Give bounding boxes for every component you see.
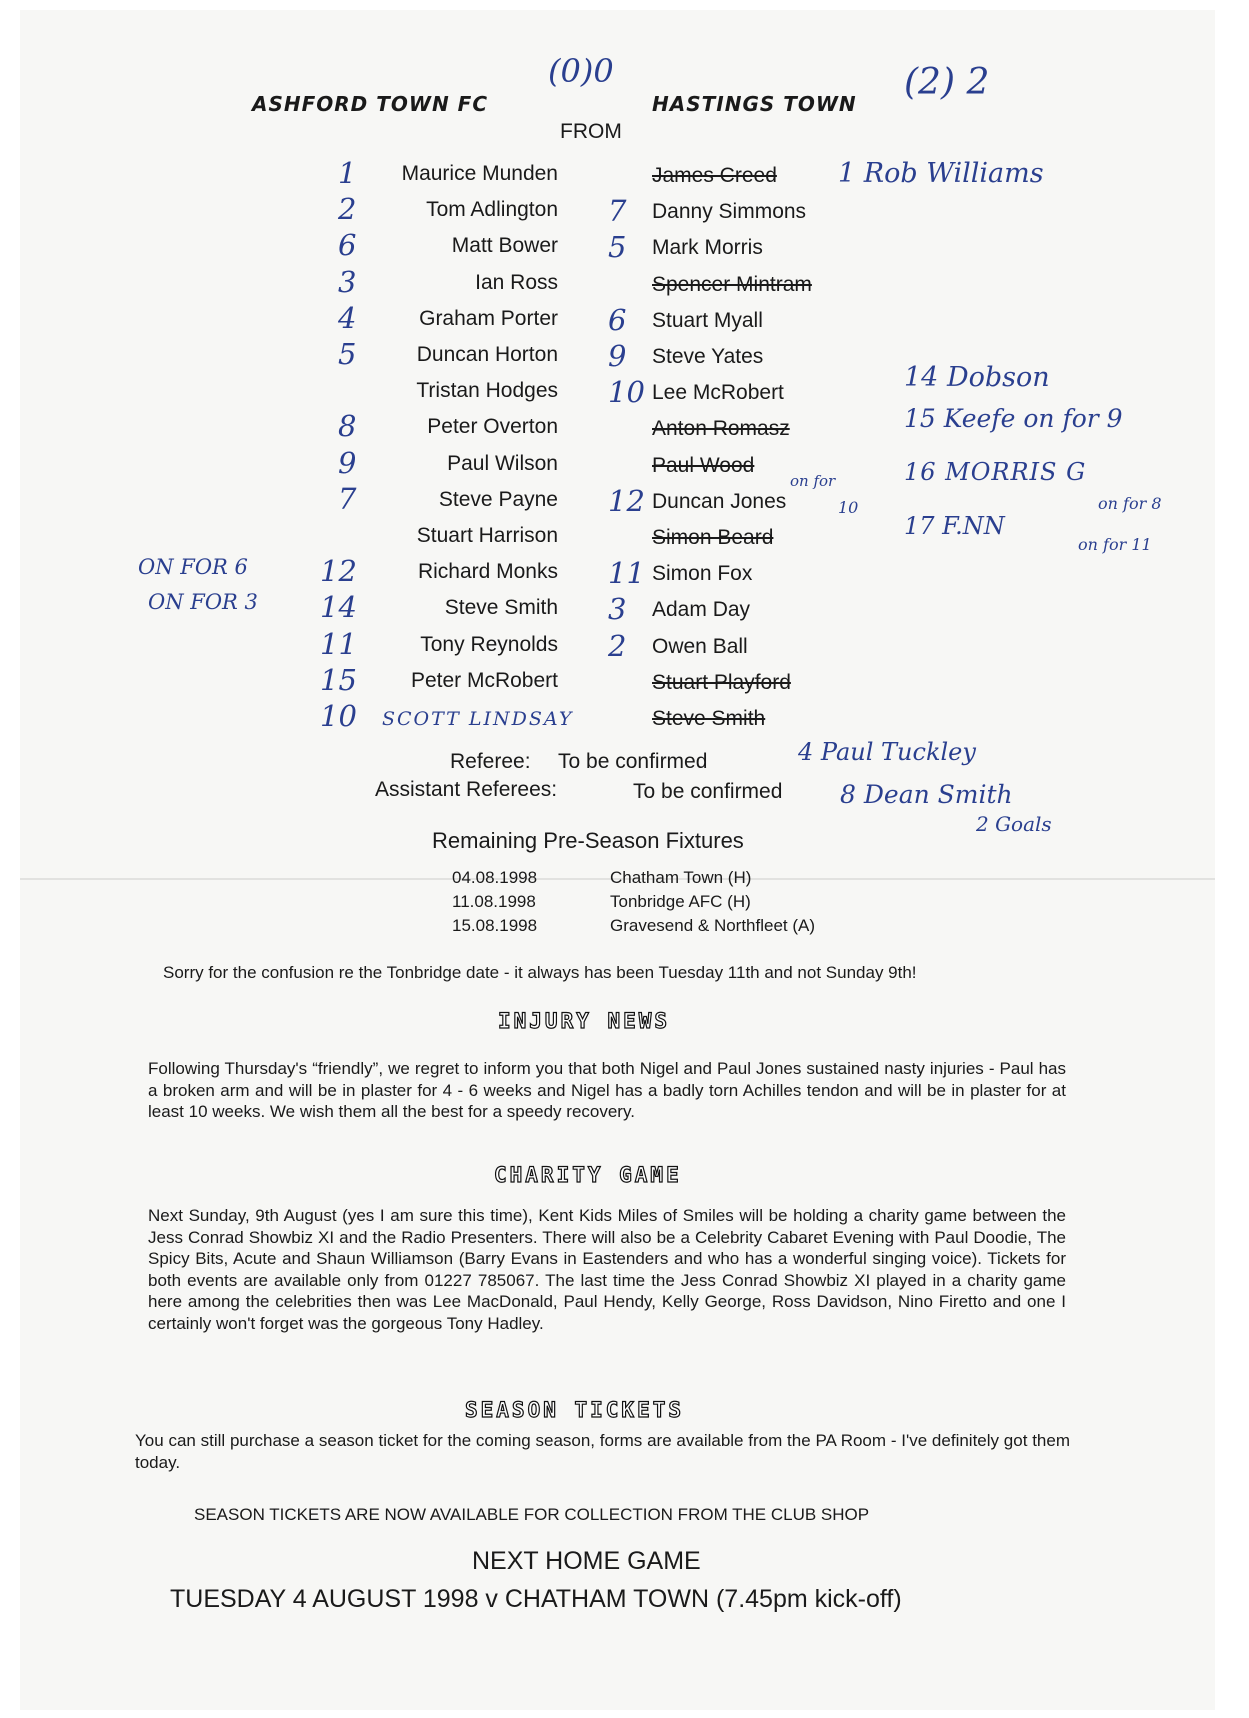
home-player-name: Tom Adlington <box>426 198 558 221</box>
away-player-number-handwritten: 10 <box>608 375 645 409</box>
away-player-name: Danny Simmons <box>652 200 807 223</box>
away-player-name: Simon Beard <box>652 526 774 549</box>
fixture-opponent: Chatham Town (H) <box>610 868 752 887</box>
home-player-number-handwritten: 1 <box>338 156 357 190</box>
handwritten-sub-8: 8 Dean Smith <box>840 780 1013 809</box>
home-player-number-handwritten: 8 <box>338 409 357 443</box>
away-player-number-handwritten: 11 <box>608 556 645 590</box>
handwritten-home-sub-10: SCOTT LINDSAY <box>382 708 574 730</box>
fixture-opponent: Tonbridge AFC (H) <box>610 892 751 911</box>
injury-news-text: Following Thursday's “friendly”, we regret to inform you that both Nigel and Paul Jones sustained nasty injuries - Paul has a broken arm and will be in plaster for 4 - 6 weeks and Nigel has a badly torn Achilles tendon and will be in plaster for at least 10 weeks. We wish them all the best for a speedy recovery. <box>148 1059 1066 1121</box>
handwritten-duncan-jones-note: 10 <box>838 498 859 517</box>
away-team-title: HASTINGS TOWN <box>652 92 857 116</box>
home-score-handwritten: (0)0 <box>548 52 614 90</box>
away-player-name: Duncan Jones <box>652 490 787 513</box>
away-player-name: Simon Fox <box>652 562 753 585</box>
referee-label: Referee: <box>450 750 531 773</box>
away-player-name: James Creed <box>652 164 777 187</box>
handwritten-on-for-3: ON FOR 3 <box>148 590 258 614</box>
home-player-name: Graham Porter <box>419 307 558 330</box>
away-player-name: Adam Day <box>652 598 751 621</box>
home-player-name: Ian Ross <box>475 271 558 294</box>
handwritten-on-for-8: on for 8 <box>1098 494 1162 513</box>
home-player-number-handwritten: 2 <box>338 192 357 226</box>
away-player-number-handwritten: 12 <box>608 484 645 518</box>
next-home-game-detail: TUESDAY 4 AUGUST 1998 v CHATHAM TOWN (7.45pm kick-off) <box>170 1585 902 1613</box>
home-player-number-handwritten: 6 <box>338 228 357 262</box>
home-player-name: Maurice Munden <box>401 162 558 185</box>
home-player-name: Peter McRobert <box>410 669 558 692</box>
away-player-name: Lee McRobert <box>652 381 784 404</box>
handwritten-sub-14: 14 Dobson <box>904 362 1050 393</box>
home-player-name: Stuart Harrison <box>416 524 558 547</box>
fixture-date: 04.08.1998 <box>452 868 538 887</box>
fixture-date: 15.08.1998 <box>452 916 538 935</box>
handwritten-on-for-paul-wood: on for <box>790 472 836 490</box>
season-tickets-heading: SEASON TICKETS <box>465 1398 685 1422</box>
home-player-name: Paul Wilson <box>447 452 558 475</box>
tonbridge-date-note: Sorry for the confusion re the Tonbridge date - it always has been Tuesday 11th and not Sunday 9th! <box>163 963 917 982</box>
away-player-number-handwritten: 2 <box>608 629 627 663</box>
away-player-name: Spencer Mintram <box>652 273 812 296</box>
home-player-number-handwritten: 9 <box>338 446 357 480</box>
home-player-number-handwritten: 7 <box>338 482 357 516</box>
away-player-name: Owen Ball <box>652 635 748 658</box>
charity-game-heading: CHARITY GAME <box>494 1163 682 1187</box>
assistant-referees-value: To be confirmed <box>633 780 783 803</box>
fixtures-heading: Remaining Pre-Season Fixtures <box>432 828 744 853</box>
home-player-name: Peter Overton <box>427 415 558 438</box>
handwritten-sub-4: 4 Paul Tuckley <box>798 738 976 766</box>
home-player-number-handwritten: 12 <box>320 554 357 588</box>
programme-page <box>20 10 1215 1710</box>
away-player-number-handwritten: 3 <box>608 592 627 626</box>
handwritten-goals: 2 Goals <box>976 812 1052 836</box>
home-player-number-handwritten: 5 <box>338 337 357 371</box>
from-label: FROM <box>560 120 622 143</box>
handwritten-on-for-11: on for 11 <box>1078 535 1152 554</box>
season-tickets-collection: SEASON TICKETS ARE NOW AVAILABLE FOR COLLECTION FROM THE CLUB SHOP <box>194 1505 870 1524</box>
away-player-number-handwritten: 5 <box>608 230 627 264</box>
handwritten-sub-17: 17 F.NN <box>904 512 1005 540</box>
fixture-date: 11.08.1998 <box>452 892 536 911</box>
home-player-number-handwritten: 4 <box>338 301 357 335</box>
home-player-name: Steve Payne <box>438 488 558 511</box>
away-player-name: Paul Wood <box>652 454 755 477</box>
next-home-game-heading: NEXT HOME GAME <box>472 1547 701 1575</box>
home-team-title: ASHFORD TOWN FC <box>252 92 488 116</box>
home-player-number-handwritten: 14 <box>320 590 357 624</box>
handwritten-sub-16: 16 MORRIS G <box>904 458 1087 486</box>
away-player-name: Steve Yates <box>652 345 764 368</box>
assistant-referees-label: Assistant Referees: <box>375 778 558 801</box>
home-player-name: Matt Bower <box>451 234 558 257</box>
home-player-number-handwritten: 11 <box>320 627 357 661</box>
away-score-handwritten: (2) 2 <box>904 62 990 103</box>
away-player-name: Mark Morris <box>652 236 763 259</box>
injury-news-heading: INJURY NEWS <box>498 1009 671 1033</box>
handwritten-on-for-6: ON FOR 6 <box>138 555 248 579</box>
home-player-name: Tony Reynolds <box>420 633 558 656</box>
away-player-name: Anton Romasz <box>652 417 790 440</box>
home-player-number-handwritten: 15 <box>320 663 357 697</box>
away-player-name: Stuart Playford <box>652 671 791 694</box>
referee-value: To be confirmed <box>558 750 708 773</box>
away-player-number-handwritten: 7 <box>608 194 627 228</box>
home-player-name: Duncan Horton <box>416 343 558 366</box>
home-player-name: Tristan Hodges <box>416 379 558 402</box>
show-through-text <box>810 30 1190 1410</box>
away-player-name: Steve Smith <box>652 707 766 730</box>
home-player-number-handwritten: 10 <box>320 699 357 733</box>
away-player-name: Stuart Myall <box>652 309 763 332</box>
handwritten-sub-15: 15 Keefe on for 9 <box>904 404 1123 433</box>
handwritten-away-1: 1 Rob Williams <box>838 158 1044 189</box>
home-player-name: Steve Smith <box>444 596 558 619</box>
home-player-number-handwritten: 3 <box>338 265 357 299</box>
away-player-number-handwritten: 6 <box>608 303 627 337</box>
season-tickets-text: You can still purchase a season ticket for the coming season, forms are available from the PA Room - I've definitely got them today. <box>135 1431 1070 1472</box>
charity-game-text: Next Sunday, 9th August (yes I am sure this time), Kent Kids Miles of Smiles will be holding a charity game between the Jess Conrad Showbiz XI and the Radio Presenters. There will also be a Celebrity Cabaret Evening with Paul Doodie, The Spicy Bits, Acute and Shaun Williamson (Barry Evans in Eastenders and who has a wonderful singing voice). Tickets for both events are available only from 01227 785067. The last time the Jess Conrad Showbiz XI played in a charity game here among the celebrities then was Lee MacDonald, Paul Hendy, Kelly George, Ross Davidson, Nino Firetto and one I certainly won't forget was the gorgeous Tony Hadley. <box>148 1206 1066 1333</box>
away-player-number-handwritten: 9 <box>608 339 627 373</box>
fixture-opponent: Gravesend & Northfleet (A) <box>610 916 816 935</box>
home-player-name: Richard Monks <box>417 560 558 583</box>
